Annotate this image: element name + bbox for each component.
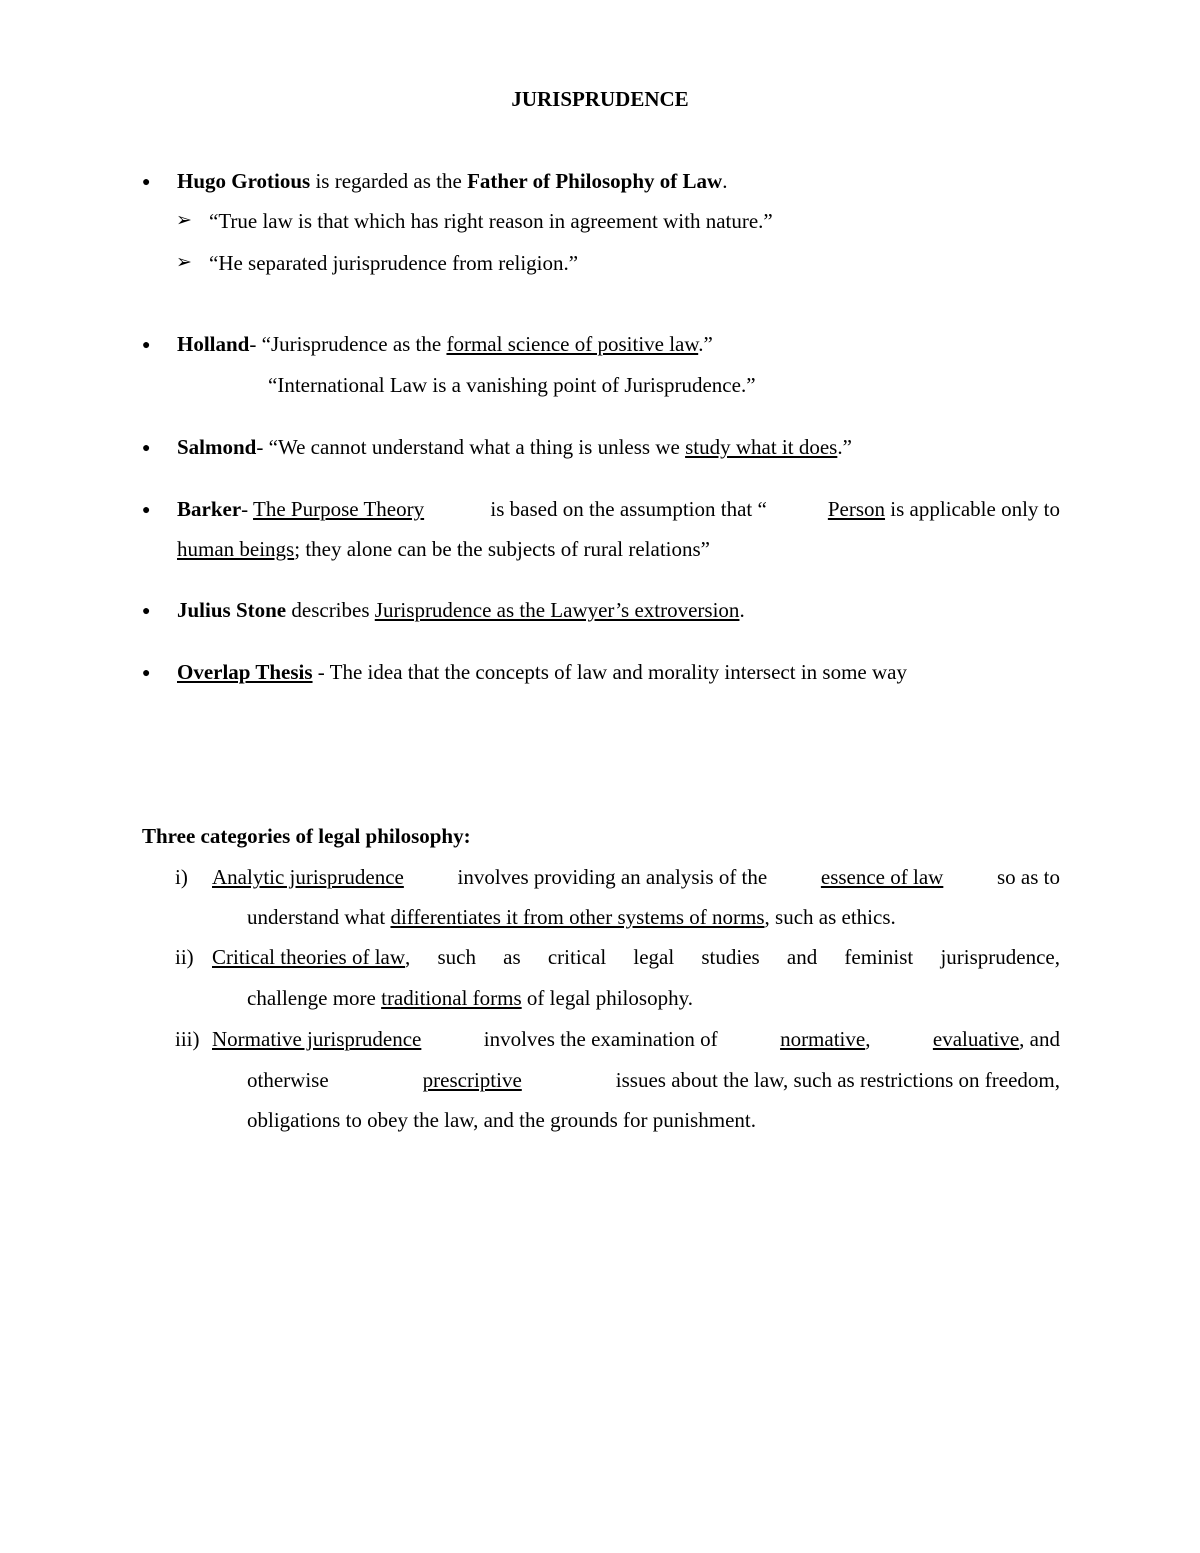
category-ii-line-1 [212,944,1060,970]
critical-theories-of-law: Critical theories of law [212,945,406,969]
category-ii-l2a: challenge more [247,986,382,1010]
holland-line-2: “International Law is a vanishing point of Jurisprudence.” [268,373,756,397]
category-iii-line-2 [247,1067,1060,1093]
grotious-name: Hugo Grotious [177,169,311,193]
holland-text: - “Jurisprudence as the [249,332,447,356]
bullet-icon: ● [142,441,151,456]
grotious-title: Father of Philosophy of Law [467,169,723,193]
salmond-line [177,434,852,460]
category-iii-l2a: otherwise [247,1068,329,1092]
category-ii-l2b: of legal philosophy. [521,986,693,1010]
arrow-icon: ➢ [176,252,192,273]
grotious-quote-2: “He separated jurisprudence from religion.” [209,251,579,275]
prescriptive: prescriptive [422,1068,522,1092]
bullet-icon: ● [142,175,151,190]
barker-text-a: is based on the assumption that “ [485,497,767,521]
grotious-line [177,168,727,194]
grotious-end: . [722,169,728,193]
grotious-quote-1: “True law is that which has right reason in agreement with nature.” [209,209,773,233]
traditional-forms: traditional forms [381,986,522,1010]
stone-name: Julius Stone [177,598,287,622]
salmond-name: Salmond [177,435,257,459]
barker-purpose-theory: The Purpose Theory [253,497,425,521]
category-i-text-b: so as to [996,865,1060,889]
overlap-line [177,659,907,685]
holland-name: Holland [177,332,250,356]
page-title: JURISPRUDENCE [511,87,689,111]
category-i-number: i) [175,865,188,889]
analytic-jurisprudence: Analytic jurisprudence [212,865,404,889]
stone-underlined: Jurisprudence as the Lawyer’s extroversion [374,598,740,622]
normative-jurisprudence: Normative jurisprudence [212,1027,422,1051]
bullet-icon: ● [142,503,151,518]
category-i-line-1 [212,864,1060,890]
barker-dash: - [241,497,254,521]
overlap-name: Overlap Thesis [177,660,313,684]
barker-line-1 [177,496,1060,522]
holland-end: .” [698,332,713,356]
category-iii-and: , and [1019,1027,1060,1051]
stone-line [177,597,745,623]
salmond-end: .” [837,435,852,459]
stone-end: . [739,598,745,622]
evaluative: evaluative [932,1027,1020,1051]
barker-person: Person [827,497,886,521]
category-i-line-2 [247,904,896,930]
category-i-l2a: understand what [247,905,391,929]
category-iii-l2b: issues about the law, such as restrictions on freedom, [615,1068,1060,1092]
categories-heading: Three categories of legal philosophy: [142,824,471,848]
category-iii-text-a: involves the examination of [483,1027,718,1051]
category-ii-line-2 [247,985,693,1011]
bullet-icon: ● [142,666,151,681]
category-iii-line-3: obligations to obey the law, and the grounds for punishment. [247,1108,756,1132]
category-i-text-a: involves providing an analysis of the [457,865,768,889]
arrow-icon: ➢ [176,210,192,231]
barker-name: Barker [177,497,242,521]
holland-underlined: formal science of positive law [446,332,699,356]
overlap-text: - The idea that the concepts of law and morality intersect in some way [312,660,907,684]
bullet-icon: ● [142,604,151,619]
differentiates-phrase: differentiates it from other systems of norms [390,905,765,929]
stone-text: describes [286,598,375,622]
normative: normative [780,1027,866,1051]
barker-text-c: ; they alone can be the subjects of rural relations” [294,537,710,561]
bullet-icon: ● [142,338,151,353]
comma: , [865,1027,871,1051]
category-ii-text-a: , such as critical legal studies and feminist jurisprudence, [405,945,1060,969]
grotious-mid: is regarded as the [310,169,468,193]
barker-human-beings: human beings [177,537,295,561]
category-iii-number: iii) [175,1027,200,1051]
category-ii-number: ii) [175,945,194,969]
category-i-l2b: , such as ethics. [764,905,896,929]
holland-line [177,331,713,357]
barker-text-b: is applicable only to [885,497,1060,521]
barker-line-2 [177,536,710,562]
salmond-text: - “We cannot understand what a thing is unless we [256,435,686,459]
salmond-underlined: study what it does [685,435,838,459]
essence-of-law: essence of law [820,865,944,889]
category-iii-line-1 [212,1026,1060,1052]
